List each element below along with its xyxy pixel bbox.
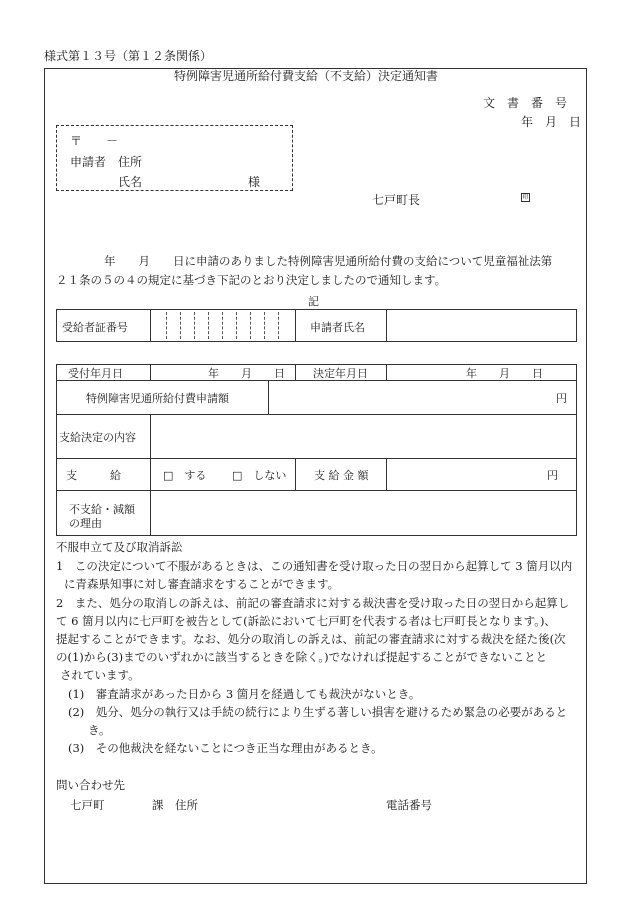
decision-content-label: 支給決定の内容 [59,431,136,444]
postal-code-field[interactable]: 〒 － [70,134,119,148]
reason-label-line-2: の理由 [69,517,102,530]
body-line-1: 年 月 日に申請のありました特例障害児通所給付費の支給について児童福祉法第 [104,254,553,268]
notice-item-2-line-2: き。 [88,723,111,737]
body-line-2: ２１条の５の４の規定に基づき下記のとおり決定しましたので通知します。 [56,273,447,287]
name-label: 氏名 [118,175,143,189]
payment-no-checkbox[interactable]: □ しない [232,469,287,482]
contact-phone: 電話番号 [386,798,432,812]
applicant-name-field[interactable] [387,310,576,341]
document-number-label: 文 書 番 号 [483,96,568,110]
notice-p2-line-2: て 6 箇月以内に七戸町を被告として(訴訟において七戸町を代表する者は七戸町長となります。)、 [56,614,556,628]
notice-p1-line-1: 1 この決定について不服があるときは、この通知書を受け取った日の翌日から起算して 3 箇月以内 [56,559,573,573]
yen-unit-1: 円 [556,392,567,405]
payment-amount-field[interactable] [387,459,542,489]
payment-label: 支 給 [66,469,121,482]
payment-amount-label: 支 給 金 額 [314,469,369,482]
yen-unit-2: 円 [547,469,558,482]
reason-field[interactable] [151,491,576,535]
received-date-label: 受付年月日 [68,367,123,380]
notice-p2-line-4: の(1)から(3)までのいずれかに該当するときを除く。)でなければ提起することができないことと [56,650,548,664]
form-number: 様式第１３号（第１２条関係） [44,49,213,63]
decision-date-value[interactable]: 年 月 日 [466,367,543,380]
mayor-label: 七戸町長 [372,193,421,207]
contact-address: 住所 [175,798,198,812]
contact-town: 七戸町 [70,798,105,812]
recipient-number-label: 受給者証番号 [62,321,128,334]
notice-p2-line-5: されています。 [60,668,140,682]
notice-p2-line-1: 2 また、処分の取消しの訴えは、前記の審査請求に対する裁決書を受け取った日の翌日から起算し [56,596,570,610]
notice-item-3: (3) その他裁決を経ないことにつき正当な理由があるとき。 [68,741,383,755]
contact-section: 課 [152,798,164,812]
payment-yes-checkbox[interactable]: □ する [163,469,207,482]
honorific-label: 様 [248,175,261,189]
notice-item-2-line-1: (2) 処分、処分の執行又は手続の続行により生ずる著しい損害を避けるため緊急の必要があると [68,705,568,719]
contact-heading: 問い合わせ先 [56,778,125,792]
recipient-number-field[interactable] [151,310,294,341]
applicant-name-label: 申請者氏名 [310,321,365,334]
received-date-value[interactable]: 年 月 日 [208,367,285,380]
decision-content-field[interactable] [151,415,576,457]
ki-label: 記 [308,295,319,308]
requested-amount-field[interactable] [269,381,549,413]
notice-p1-line-2: に青森県知事に対し審査請求をすることができます。 [64,577,340,591]
applicant-label: 申請者 [70,155,107,169]
notice-heading: 不服申立て及び取消訴訟 [56,540,183,554]
reason-label-line-1: 不支給・減額 [69,503,135,516]
requested-amount-label: 特例障害児通所給付費申請額 [86,392,229,405]
decision-date-label: 決定年月日 [313,367,368,380]
seal-icon: 印 [522,194,529,201]
issue-date-label: 年 月 日 [521,115,582,129]
notice-item-1: (1) 審査請求があった日から 3 箇月を経過しても裁決がないとき。 [68,687,421,701]
address-label: 住所 [118,155,143,169]
notice-p2-line-3: 提起することができます。なお、処分の取消しの訴えは、前記の審査請求に対する裁決を経た後(次 [56,632,566,646]
document-title: 特例障害児通所給付費支給（不支給）決定通知書 [174,69,439,83]
